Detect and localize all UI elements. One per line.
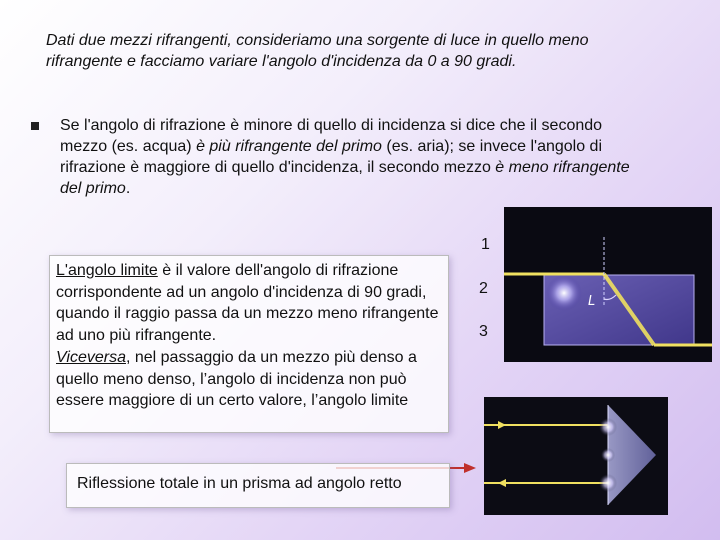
bullet-emphasis-2: è meno rifrangente del primo [60,159,630,197]
bullet-text-2: (es. aria); se invece l'angolo di rifrazione è maggiore di quello d'incidenza, il secondo mezzo [60,138,603,176]
definition-text: è il valore dell'angolo di rifrazione corrispondente ad un angolo d'incidenza di 90 gradi, quando il raggio passa da un mezzo meno rifrangente ad uno più rifrangente. [56,262,439,345]
bullet-emphasis-1: è più rifrangente del primo [196,138,382,155]
intro-text: Dati due mezzi rifrangenti, consideriamo una sorgente di luce in quello meno rifrangente e facciamo variare l'angolo d'incidenza da 0 a 90 gradi. [46,32,589,70]
label-2: 2 [479,280,488,297]
bullet-marker [31,122,39,130]
bullet-text-1: Se l'angolo di rifrazione è minore di quello di incidenza si dice che il secondo mezzo (es. acqua) [60,117,603,155]
bullet-paragraph [60,115,650,199]
definition-term: L'angolo limite [56,262,158,279]
viceversa-text: , nel passaggio da un mezzo più denso a quello meno denso, l’angolo di incidenza non può essere maggiore di un certo valore, l’angolo limite [56,348,417,410]
label-3: 3 [479,323,488,340]
caption-text: Riflessione totale in un prisma ad angolo retto [77,475,402,492]
bullet-text-3: . [125,180,131,197]
prism-photo [484,397,668,515]
definition-box [49,255,449,433]
critical-angle-photo [504,207,712,362]
angle-label: L [588,294,596,309]
caption-box [66,463,450,508]
label-1: 1 [481,236,490,253]
viceversa-term: Viceversa [56,348,126,366]
